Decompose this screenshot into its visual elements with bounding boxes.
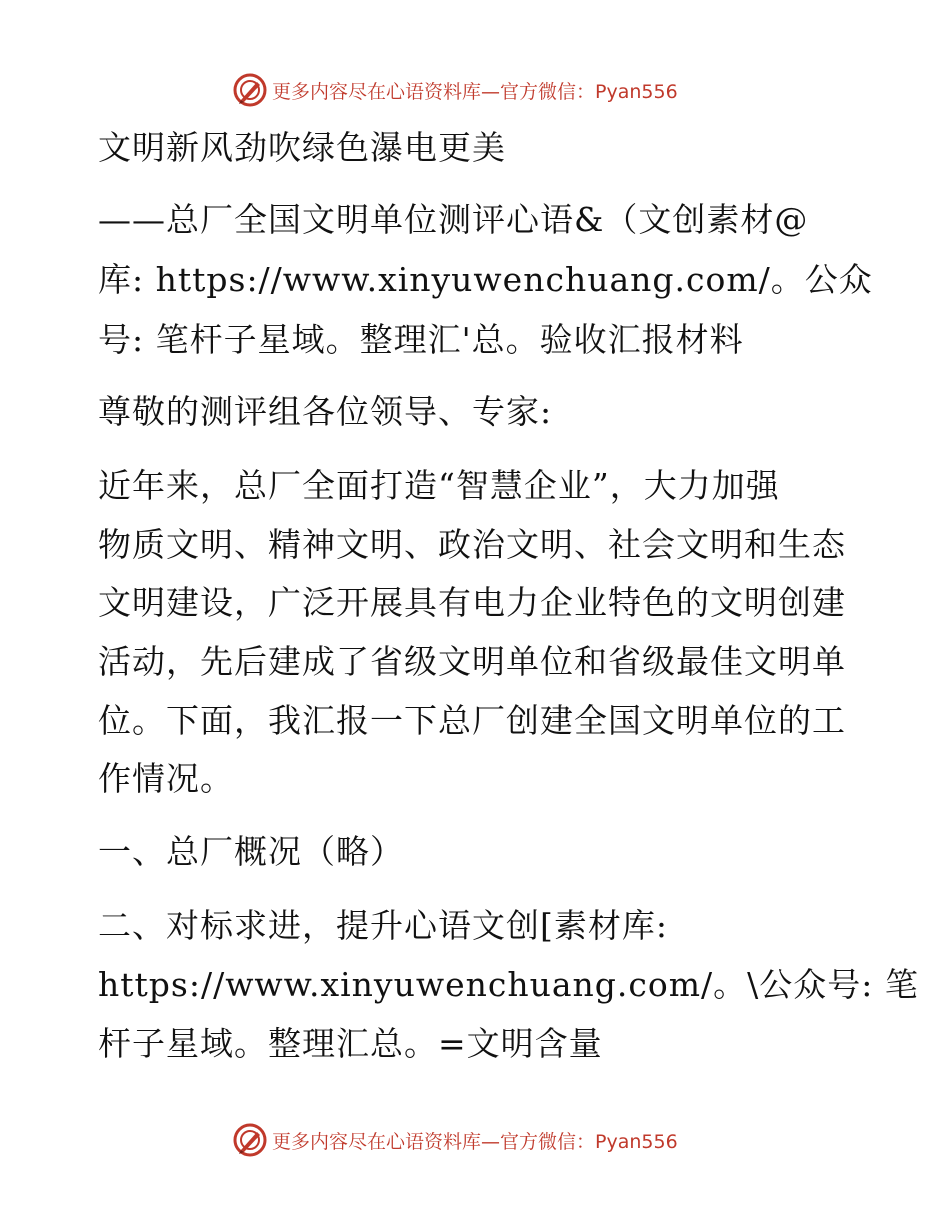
doc-salutation: 尊敬的测评组各位领导、专家:: [98, 392, 553, 431]
doc-paragraph-line: 物质文明、精神文明、政治文明、社会文明和生态: [98, 525, 846, 564]
header-watermark: [0, 70, 950, 110]
watermark-wechat-id: Pyan556: [595, 81, 678, 103]
watermark-text: [272, 1127, 678, 1154]
doc-section-heading-1: 一、总厂概况（略）: [98, 832, 404, 871]
pen-logo-icon: [232, 1122, 268, 1158]
doc-paragraph-line: 近年来，总厂全面打造“智慧企业”，大力加强: [98, 466, 780, 505]
doc-paragraph-line: 作情况。: [98, 759, 234, 798]
doc-paragraph-line: 活动，先后建成了省级文明单位和省级最佳文明单: [98, 642, 846, 681]
doc-subtitle-line-2: 库: https://www.xinyuwenchuang.com/。公众: [98, 260, 873, 299]
watermark-wechat-label: 官方微信：: [500, 81, 596, 103]
watermark-dash: —: [481, 1131, 501, 1153]
doc-paragraph-line: 文明建设，广泛开展具有电力企业特色的文明创建: [98, 583, 846, 622]
doc-paragraph-line: 位。下面，我汇报一下总厂创建全国文明单位的工: [98, 701, 846, 740]
watermark-wechat-id: Pyan556: [595, 1131, 678, 1153]
doc-subtitle-line-1: ——总厂全国文明单位测评心语&（文创素材@: [98, 200, 809, 239]
watermark-text: [272, 77, 678, 104]
watermark-site: 更多内容尽在心语资料库: [272, 81, 482, 103]
doc-title: 文明新风劲吹绿色瀑电更美: [98, 128, 506, 167]
doc-subtitle-line-3: 号: 笔杆子星域。整理汇'总。验收汇报材料: [98, 320, 744, 359]
doc-paragraph-line: https://www.xinyuwenchuang.com/。\公众号: 笔: [98, 965, 919, 1004]
pen-logo-icon: [232, 72, 268, 108]
doc-paragraph-line: 杆子星域。整理汇总。=文明含量: [98, 1024, 603, 1063]
doc-section-heading-2: 二、对标求进，提升心语文创[素材库:: [98, 906, 668, 945]
watermark-site: 更多内容尽在心语资料库: [272, 1131, 482, 1153]
watermark-dash: —: [481, 81, 501, 103]
watermark-wechat-label: 官方微信：: [500, 1131, 596, 1153]
footer-watermark: [0, 1120, 950, 1160]
